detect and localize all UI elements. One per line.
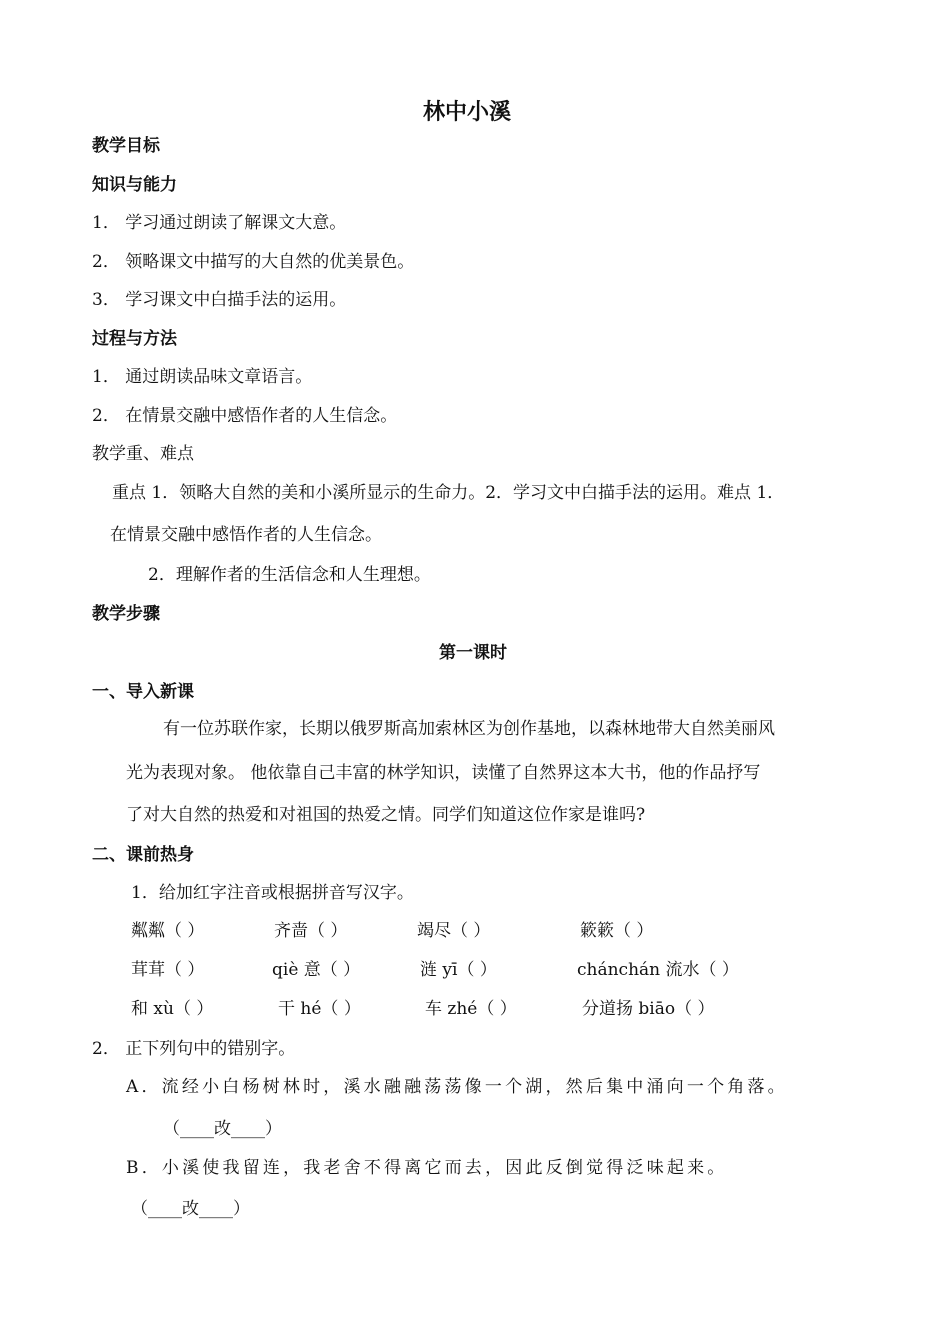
pinyin-item: 干 hé（ ） <box>278 999 361 1019</box>
intro-paragraph-line: 了对大自然的热爱和对祖国的热爱之情。同学们知道这位作家是谁吗? <box>126 805 646 825</box>
knowledge-item: 2． 领略课文中描写的大自然的优美景色。 <box>92 252 415 272</box>
pinyin-item: chánchán 流水（ ） <box>577 960 739 980</box>
pinyin-item: 车 zhé（ ） <box>425 999 517 1019</box>
blank-a: （____改____） <box>163 1119 282 1139</box>
process-item: 2． 在情景交融中感悟作者的人生信念。 <box>92 406 398 426</box>
pinyin-item: 齐啬（ ） <box>274 921 348 941</box>
intro-paragraph-line: 有一位苏联作家，长期以俄罗斯高加索林区为创作基地，以森林地带大自然美丽风 <box>163 719 775 739</box>
pinyin-item: qiè 意（ ） <box>272 960 361 980</box>
knowledge-item: 3． 学习课文中白描手法的运用。 <box>92 290 347 310</box>
question-1: 1．给加红字注音或根据拼音写汉字。 <box>131 883 414 903</box>
teaching-steps-heading: 教学步骤 <box>92 604 160 624</box>
lesson-heading: 第一课时 <box>439 643 507 663</box>
process-heading: 过程与方法 <box>92 329 177 349</box>
sentence-a: A．流经小白杨树林时，溪水融融荡荡像一个湖，然后集中涌向一个角落。 <box>126 1077 788 1097</box>
key-points-heading: 教学重、难点 <box>92 444 194 464</box>
intro-paragraph-line: 光为表现对象。 他依靠自己丰富的林学知识，读懂了自然界这本大书，他的作品抒写 <box>126 763 761 783</box>
section-intro-heading: 一、导入新课 <box>92 682 194 702</box>
key-points-line: 2．理解作者的生活信念和人生理想。 <box>148 565 431 585</box>
key-points-line: 重点 1．领略大自然的美和小溪所显示的生命力。2．学习文中白描手法的运用。难点 1． <box>112 483 785 503</box>
pinyin-item: 簌簌（ ） <box>580 921 654 941</box>
pinyin-item: 涟 yī（ ） <box>420 960 497 980</box>
pinyin-item: 粼粼（ ） <box>131 921 205 941</box>
pinyin-item: 分道扬 biāo（ ） <box>582 999 715 1019</box>
process-item: 1． 通过朗读品味文章语言。 <box>92 367 313 387</box>
question-2: 2． 正下列句中的错别字。 <box>92 1039 296 1059</box>
sentence-b: B．小溪使我留连，我老舍不得离它而去，因此反倒觉得泛味起来。 <box>126 1158 728 1178</box>
pinyin-item: 茸茸（ ） <box>131 960 205 980</box>
knowledge-item: 1． 学习通过朗读了解课文大意。 <box>92 213 347 233</box>
section-warmup-heading: 二、课前热身 <box>92 845 194 865</box>
teaching-goals-heading: 教学目标 <box>92 136 160 156</box>
pinyin-item: 竭尽（ ） <box>417 921 491 941</box>
key-points-line: 在情景交融中感悟作者的人生信念。 <box>110 525 382 545</box>
pinyin-item: 和 xù（ ） <box>131 999 214 1019</box>
page-title: 林中小溪 <box>423 100 512 125</box>
blank-b: （____改____） <box>131 1199 250 1219</box>
knowledge-heading: 知识与能力 <box>92 175 177 195</box>
